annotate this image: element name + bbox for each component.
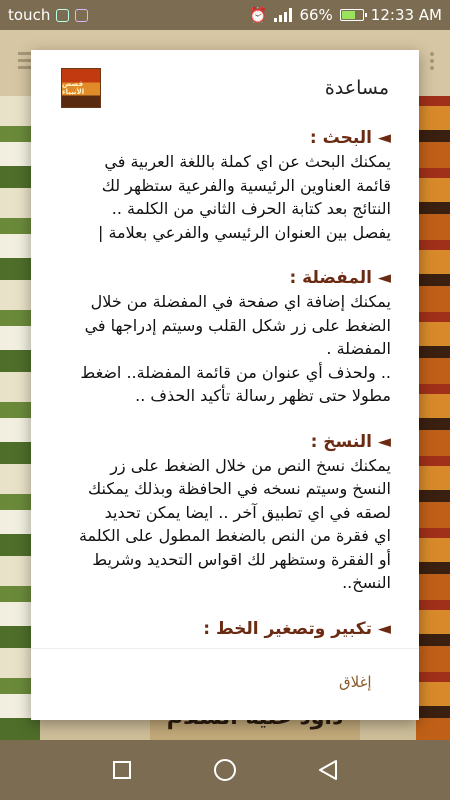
navigation-bar	[0, 740, 450, 800]
home-icon	[213, 758, 237, 782]
dialog-footer	[31, 648, 419, 720]
status-left	[8, 6, 88, 24]
recents-icon	[112, 760, 132, 780]
status-right	[249, 6, 442, 24]
notification-gallery-icon	[75, 9, 88, 22]
section-search	[55, 126, 391, 244]
dialog-body[interactable]	[31, 126, 419, 646]
section-text: يمكنك إضافة اي صفحة في المفضلة من خلال الضغط على زر شكل القلب وسيتم إدراجها في المفضلة . .. ولحذف أي عنوان من قائمة المفضلة.. اضغط مطولا حتى تظهر رسالة تأكيد الحذف ..	[80, 292, 391, 405]
section-favorites	[55, 266, 391, 408]
carrier-label: touch	[8, 6, 51, 24]
app-logo: قصص الأنبياء	[61, 68, 101, 108]
section-copy	[55, 430, 391, 595]
overflow-menu-icon	[430, 52, 434, 73]
signal-icon	[274, 8, 292, 22]
status-bar	[0, 0, 450, 30]
notification-app-icon	[56, 9, 69, 22]
alarm-icon: ⏰	[248, 6, 268, 24]
back-icon	[317, 759, 339, 781]
dialog-header	[31, 50, 419, 126]
section-title: ◄ البحث :	[309, 128, 391, 148]
dialog-title: مساعدة	[324, 77, 389, 99]
section-text: يمكنك نسخ النص من خلال الضغط على زر النسخ وسيتم نسخه في الحافظة وبذلك يمكنك لصقه في اي تطبيق آخر .. ايضا يمكن تحديد اي فقرة من النص بالضغط المطول على الكلمة أو الفقرة وستظهر لك اقواس التحديد وشريط النسخ..	[78, 455, 391, 592]
section-font-size	[55, 617, 391, 641]
close-button[interactable]: إغلاق	[339, 673, 372, 691]
section-title: ◄ تكبير وتصغير الخط :	[203, 618, 391, 639]
section-title: ◄ المفضلة :	[289, 268, 391, 288]
battery-percent: 66%	[299, 6, 333, 24]
home-button[interactable]	[210, 755, 240, 785]
help-dialog	[31, 50, 419, 720]
section-title: ◄ النسخ :	[310, 431, 391, 452]
battery-icon	[340, 9, 364, 21]
background-list-images	[416, 96, 450, 740]
back-button[interactable]	[313, 755, 343, 785]
section-text: يمكنك البحث عن اي كملة باللغة العربية في قائمة العناوين الرئيسية والفرعية ستظهر لك النتائج بعد كتابة الحرف الثاني من الكلمة .. يفصل بين العنوان الرئيسي والفرعي بعلامة |	[98, 152, 391, 242]
recents-button[interactable]	[107, 755, 137, 785]
clock: 12:33 AM	[370, 6, 442, 24]
